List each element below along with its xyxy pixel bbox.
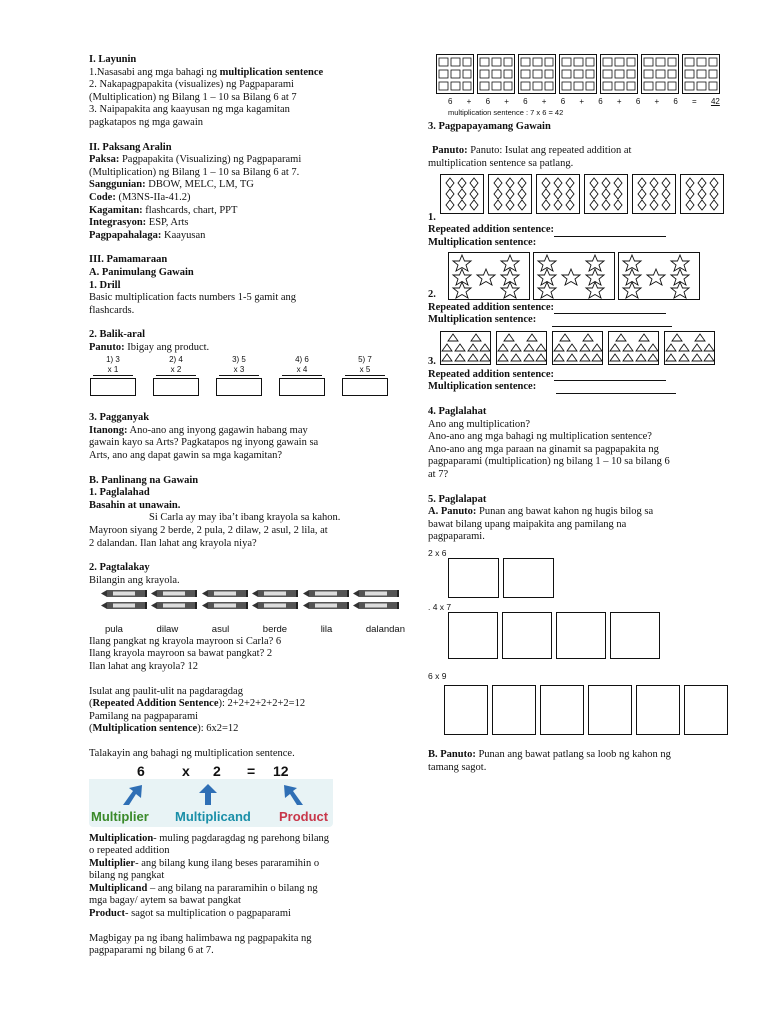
- bilangin-text: Bilangin ang krayola.: [89, 574, 180, 586]
- star-groups: [448, 252, 700, 300]
- crayon-icon: [151, 601, 197, 610]
- ex3-repeated-addition: [428, 369, 728, 382]
- crayon-color-labels: [89, 624, 405, 635]
- boxes-6x9: [444, 685, 728, 735]
- color-label: dalandan: [365, 624, 405, 636]
- definition-multiplier-2: bilang ng pangkat: [89, 870, 165, 882]
- cube-group: [436, 54, 474, 94]
- banner-times: x: [182, 762, 190, 779]
- answer-box[interactable]: [444, 685, 488, 735]
- paksa-line-2: (Multiplication) ng Bilang 1 – 10 sa Bilang 6 at 7.: [89, 166, 300, 178]
- isulat-text: Isulat ang paulit-ulit na pagdaragdag: [89, 685, 243, 697]
- paglalapat-title: 5. Paglalapat: [428, 493, 487, 505]
- diamond-groups: [440, 174, 724, 214]
- cube-group: [559, 54, 597, 94]
- exercise-1: [428, 174, 728, 224]
- objective-3b: pagkatapos ng mga gawain: [89, 116, 204, 128]
- paglalapat-a-instruction: [428, 506, 728, 519]
- exercise-number: 3.: [428, 356, 436, 368]
- plus-sign: +: [616, 97, 622, 106]
- crayon-icon: [252, 589, 298, 598]
- def-label: Multiplier: [89, 857, 136, 869]
- star-group: [618, 252, 700, 300]
- story-2: Mayroon siyang 2 berde, 2 pula, 2 dilaw, 2 asul, 2 lila, at: [89, 525, 328, 536]
- problem-1: [89, 355, 137, 400]
- problem-top: 1) 3: [106, 355, 120, 365]
- sanggunian-value: DBOW, MELC, LM, TG: [145, 179, 254, 191]
- ms-label: Multiplication sentence:: [428, 236, 537, 248]
- problem-row: [89, 355, 389, 400]
- crayon-icon: [202, 589, 248, 598]
- paglalahat-q3: Ano-ano ang mga paraan na ginamit sa pagpapakita ng: [428, 443, 659, 455]
- objective-1: [89, 67, 407, 80]
- equals-sign: =: [692, 97, 697, 106]
- paglalahat-q2: Ano-ano ang mga bahagi ng multiplication sentence?: [428, 431, 652, 443]
- ex2-repeated-addition: [428, 302, 728, 315]
- a-panuto-text: Punan ang bawat kahon ng hugis bilog sa: [476, 506, 654, 518]
- definition-product: [89, 908, 407, 921]
- crayon-icon: [101, 601, 147, 610]
- repeated-addition-label: Repeated Addition Sentence: [92, 698, 219, 710]
- balik-aral-instruction: [89, 342, 407, 355]
- answer-box[interactable]: [492, 685, 536, 735]
- banner-equals: =: [247, 762, 256, 779]
- crayon-icon: [303, 601, 349, 610]
- crayon-icon: [151, 589, 197, 598]
- balik-aral-title: 2. Balik-aral: [89, 329, 146, 341]
- def-text: - muling pagdaragdag ng parehong bilang: [153, 832, 329, 844]
- pagpapahalaga-label: Pagpapahalaga:: [89, 229, 162, 241]
- left-column: [89, 54, 407, 958]
- answer-box[interactable]: [684, 685, 728, 735]
- exercise-3: [428, 331, 728, 369]
- boxes-4x7: [448, 612, 728, 659]
- itanong-line: [89, 425, 407, 438]
- itanong-text: Ano-ano ang inyong gagawin habang may: [127, 424, 308, 436]
- answer-box[interactable]: [540, 685, 584, 735]
- kagamitan-value: flashcards, chart, PPT: [142, 204, 238, 216]
- problem-top: 3) 5: [232, 355, 246, 365]
- ms-blank[interactable]: [552, 326, 672, 327]
- ex1-multiplication: [428, 237, 728, 250]
- problem-bottom: x 1: [93, 365, 133, 376]
- problem-bottom: x 2: [156, 365, 196, 376]
- magbigay-text-2: pagpaparami ng bilang 6 at 7.: [89, 945, 214, 957]
- crayon-grid: [101, 589, 401, 610]
- problem-6x9-label: 6 x 9: [428, 671, 447, 682]
- triangle-group: [496, 331, 547, 365]
- exercise-number: 2.: [428, 288, 436, 300]
- drill-text-2: flashcards.: [89, 304, 135, 316]
- ras-label: Repeated addition sentence:: [428, 224, 554, 236]
- code-line: [89, 192, 407, 205]
- pagpapahalaga-line: [89, 230, 407, 243]
- a-panuto-label: A. Panuto:: [428, 506, 477, 518]
- objective-1-text: 1.Nasasabi ang mga bahagi ng: [89, 66, 220, 78]
- diamond-group: [440, 174, 484, 214]
- answer-box[interactable]: [610, 612, 660, 659]
- diamond-group: [536, 174, 580, 214]
- question-2: Ilang krayola mayroon sa bawat pangkat? 2: [89, 648, 273, 660]
- definition-multiplier: [89, 858, 407, 871]
- sanggunian-line: [89, 179, 407, 192]
- plus-sign: +: [579, 97, 585, 106]
- code-value: (M3NS-IIa-41.2): [115, 191, 191, 203]
- plus-sign: +: [541, 97, 547, 106]
- triangle-group: [664, 331, 715, 365]
- panimulang-gawain-title: A. Panimulang Gawain: [89, 266, 194, 278]
- def-label: Multiplication: [89, 832, 154, 844]
- problem-4: [278, 355, 326, 400]
- def-text: - sagot sa multiplication o pagpaparami: [124, 908, 291, 920]
- sanggunian-label: Sanggunian:: [89, 179, 146, 191]
- addend: 6: [560, 97, 566, 106]
- boxes-2x6: [448, 558, 728, 598]
- banner-equation: [89, 763, 333, 779]
- pagpapayamang-title: 3. Pagpapayamang Gawain: [428, 120, 551, 132]
- diamond-group: [632, 174, 676, 214]
- banner-product: 12: [273, 762, 289, 779]
- crayon-icon: [303, 589, 349, 598]
- itanong-line-2: gawain kayo sa Arts? Pagkatapos ng inyong gawain sa: [89, 437, 319, 449]
- paglalahad-title: 1. Paglalahad: [89, 487, 150, 499]
- answer-box[interactable]: [556, 612, 606, 659]
- pagpapayamang-instruction-2: multiplication sentence sa patlang.: [428, 157, 574, 169]
- ras-label: Repeated addition sentence:: [428, 301, 554, 313]
- def-label: Multiplicand: [89, 882, 148, 894]
- multiplication-sentence-value: : 6x2=12: [200, 723, 239, 735]
- diamond-group: [488, 174, 532, 214]
- ras-label: Repeated addition sentence:: [428, 368, 554, 380]
- label-multiplicand: Multiplicand: [175, 808, 251, 824]
- sum: 42: [710, 97, 720, 106]
- answer-box[interactable]: [588, 685, 632, 735]
- triangle-groups: [440, 331, 715, 365]
- question-1: Ilang pangkat ng krayola mayroon si Carla? 6: [89, 635, 282, 647]
- problem-4x7-label: . 4 x 7: [428, 602, 452, 613]
- question-3: Ilan lahat ang krayola? 12: [89, 660, 199, 672]
- addition-row: [448, 97, 720, 107]
- kagamitan-label: Kagamitan:: [89, 204, 143, 216]
- plus-sign: +: [466, 97, 472, 106]
- integrasyon-line: [89, 217, 407, 230]
- problem-bottom: x 3: [219, 365, 259, 376]
- objective-2b: (Multiplication) ng Bilang 1 – 10 sa Bilang 6 at 7: [89, 91, 297, 103]
- addend: 6: [448, 97, 453, 106]
- arrow-up-icon: [281, 783, 307, 805]
- answer-box[interactable]: [90, 378, 136, 396]
- answer-box[interactable]: [448, 612, 498, 659]
- addend: 6: [485, 97, 491, 106]
- pagganyak-title: 3. Pagganyak: [89, 412, 150, 424]
- story-3: 2 dalandan. Ilan lahat ang krayola niya?: [89, 537, 257, 549]
- ex3-multiplication: [428, 381, 728, 394]
- problem-3: [215, 355, 263, 400]
- cube-group: [477, 54, 515, 94]
- magbigay-text: Magbigay pa ng ibang halimbawa ng pagpapakita ng: [89, 932, 312, 944]
- paglalahat-title: 4. Paglalahat: [428, 405, 487, 417]
- ras-blank[interactable]: [554, 236, 666, 237]
- drill-text: Basic multiplication facts numbers 1-5 gamit ang: [89, 292, 297, 304]
- answer-box[interactable]: [342, 378, 388, 396]
- def-label: Product: [89, 908, 125, 920]
- paglalahat-q3b: pagpaparami (multiplication) ng bilang 1 – 10 sa bilang 6: [428, 456, 670, 468]
- answer-box[interactable]: [216, 378, 262, 396]
- cube-multiplication-sentence: multiplication sentence : 7 x 6 = 42: [448, 107, 564, 117]
- color-label: dilaw: [156, 624, 179, 636]
- label-product: Product: [279, 808, 329, 824]
- itanong-label: Itanong:: [89, 424, 128, 436]
- problem-2x6-label: 2 x 6: [428, 547, 447, 558]
- objective-3: 3. Naipapakita ang kaayusan ng mga kagamitan: [89, 104, 290, 116]
- panuto-text: Ibigay ang product.: [124, 341, 210, 353]
- exercise-number: 1.: [428, 211, 436, 223]
- code-label: Code:: [89, 191, 116, 203]
- cube-groups: [436, 54, 728, 94]
- itanong-line-3: Arts, ano ang dapat gawin sa mga kagamitan?: [89, 450, 283, 462]
- ex1-repeated-addition: [428, 224, 728, 237]
- crayon-icon: [202, 601, 248, 610]
- addend: 6: [635, 97, 641, 106]
- paglalahat-q1: Ano ang multiplication?: [428, 418, 531, 430]
- cube-group: [641, 54, 679, 94]
- triangle-group: [552, 331, 603, 365]
- panuto-label: Panuto:: [432, 145, 468, 157]
- paglalahat-q3c: at 7?: [428, 468, 449, 480]
- talakayin-text: Talakayin ang bahagi ng multiplication sentence.: [89, 747, 295, 759]
- arrow-up-icon: [197, 783, 219, 805]
- panlinang-title: B. Panlinang na Gawain: [89, 474, 199, 486]
- objective-1-bold: multiplication sentence: [219, 66, 324, 78]
- addend: 6: [673, 97, 678, 106]
- repeated-addition-value: : 2+2+2+2+2+2=12: [222, 698, 306, 710]
- ms-label: Multiplication sentence:: [428, 314, 537, 326]
- answer-box[interactable]: [502, 612, 552, 659]
- addend: 6: [523, 97, 528, 106]
- banner-multiplier: 6: [137, 762, 145, 779]
- pagpapayamang-instruction: [428, 145, 728, 158]
- star-group: [448, 252, 530, 300]
- section-pamamaraan-title: III. Pamamaraan: [89, 254, 168, 266]
- ms-blank[interactable]: [556, 393, 676, 394]
- problem-top: 2) 4: [169, 355, 183, 365]
- problem-2: [152, 355, 200, 400]
- paglalapat-a-instruction-3: pagpaparami.: [428, 531, 485, 543]
- story-1: Si Carla ay may iba’t ibang krayola sa kahon.: [149, 512, 341, 524]
- arrow-up-icon: [119, 783, 145, 805]
- cube-group: [600, 54, 638, 94]
- diamond-group: [680, 174, 724, 214]
- answer-box[interactable]: [503, 558, 554, 598]
- crayon-icon: [353, 601, 399, 610]
- exercise-2: [428, 252, 728, 302]
- paglalapat-b-instruction: [428, 749, 728, 762]
- problem-top: 5) 7: [358, 355, 372, 365]
- plus-sign: +: [654, 97, 660, 106]
- definition-multiplicand: [89, 883, 407, 896]
- cube-group: [682, 54, 720, 94]
- problem-bottom: x 4: [282, 365, 322, 376]
- crayon-icon: [101, 589, 147, 598]
- star-group: [533, 252, 615, 300]
- panuto-text: Panuto: Isulat ang repeated addition at: [467, 145, 632, 157]
- pamilang-text: Pamilang na pagpaparami: [89, 710, 199, 722]
- definition-multiplication-2: o repeated addition: [89, 845, 170, 857]
- color-label: pula: [105, 624, 123, 636]
- label-multiplier: Multiplier: [91, 808, 149, 824]
- paksa-label: Paksa:: [89, 154, 120, 166]
- integrasyon-label: Integrasyon:: [89, 217, 147, 229]
- banner-multiplicand: 2: [213, 762, 221, 779]
- repeated-addition-line: (Repeated Addition Sentence): 2+2+2+2+2+2=12: [89, 698, 306, 710]
- problem-top: 4) 6: [295, 355, 309, 365]
- basahin-title: Basahin at unawain.: [89, 499, 181, 511]
- multiplication-sentence-label: Multiplication sentence: [92, 723, 198, 735]
- b-panuto-label: B. Panuto:: [428, 749, 476, 761]
- triangle-group: [440, 331, 491, 365]
- definition-multiplicand-2: mga bagay/ aytem sa bawat pangkat: [89, 895, 241, 907]
- problem-bottom: x 5: [345, 365, 385, 376]
- def-text: - ang bilang kung ilang beses pararamihin o: [135, 857, 320, 869]
- answer-box[interactable]: [448, 558, 499, 598]
- color-label: berde: [262, 624, 288, 636]
- ms-label: Multiplication sentence:: [428, 381, 537, 393]
- color-label: lila: [320, 624, 333, 636]
- paglalapat-b-instruction-2: tamang sagot.: [428, 762, 487, 774]
- color-label: asul: [211, 624, 230, 636]
- crayon-icon: [252, 601, 298, 610]
- def-text: – ang bilang na pararamihin o bilang ng: [147, 882, 318, 894]
- panuto-label: Panuto:: [89, 341, 125, 353]
- multiplication-sentence-line: (Multiplication sentence): 6x2=12: [89, 723, 239, 735]
- paksa-value: Pagpapakita (Visualizing) ng Pagpaparami: [119, 154, 302, 166]
- crayon-icon: [353, 589, 399, 598]
- integrasyon-value: ESP, Arts: [146, 217, 189, 229]
- problem-5: [341, 355, 389, 400]
- paglalapat-a-instruction-2: bawat bilang upang maipakita ang pamilang na: [428, 518, 627, 530]
- section-paksa-title: II. Paksang Aralin: [89, 141, 172, 153]
- cube-group: [518, 54, 556, 94]
- addend: 6: [598, 97, 603, 106]
- answer-box[interactable]: [636, 685, 680, 735]
- definition-multiplication: [89, 833, 407, 846]
- paksa-line: [89, 154, 407, 167]
- objective-2: 2. Nakapagpapakita (visualizes) ng Pagpaparami: [89, 79, 294, 91]
- section-layunin-title: I. Layunin: [89, 54, 137, 65]
- diamond-group: [584, 174, 628, 214]
- multiplication-parts-banner: [89, 763, 333, 827]
- ex2-multiplication: [428, 314, 728, 327]
- pagpapahalaga-value: Kaayusan: [161, 229, 206, 241]
- answer-box[interactable]: [279, 378, 325, 396]
- right-column: [428, 54, 728, 775]
- triangle-group: [608, 331, 659, 365]
- plus-sign: +: [504, 97, 509, 106]
- kagamitan-line: [89, 205, 407, 218]
- pagtalakay-title: 2. Pagtalakay: [89, 562, 150, 574]
- b-panuto-text: Punan ang bawat patlang sa loob ng kahon ng: [475, 749, 671, 761]
- drill-title: 1. Drill: [89, 279, 121, 291]
- answer-box[interactable]: [153, 378, 199, 396]
